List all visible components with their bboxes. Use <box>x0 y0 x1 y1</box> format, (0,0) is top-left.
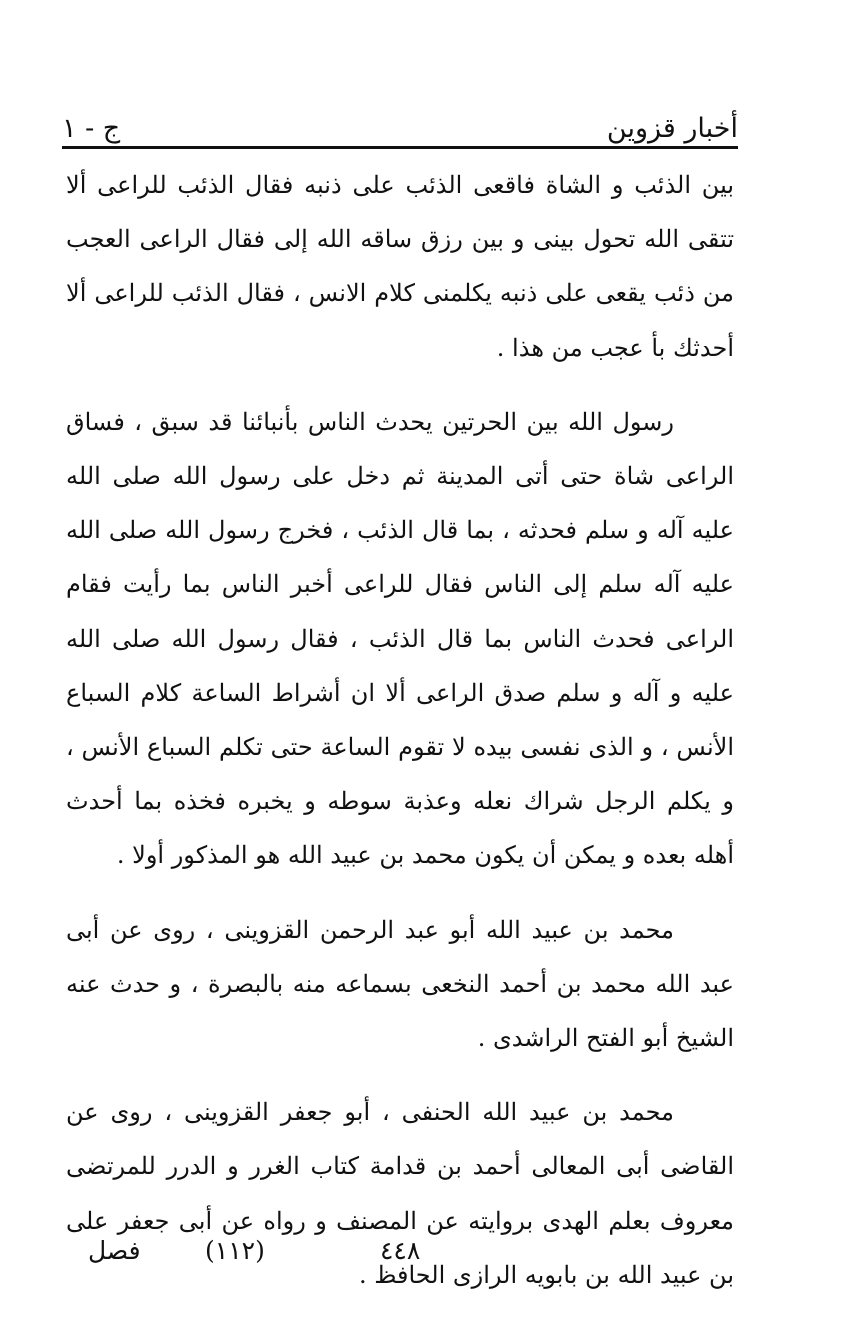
header-rule <box>62 146 738 149</box>
running-header <box>62 98 738 142</box>
paragraph-2: رسول الله بين الحرتين يحدث الناس بأنبائنا قد سبق ، فساق الراعى شاة حتى أتى المدينة ثم دخل على رسول الله صلى الله عليه آله و سلم فحدثه ، بما قال الذئب ، فخرج رسول الله صلى الله عليه آله سلم إلى الناس فقال للراعى أخبر الناس بما رأيت فقام الراعى فحدث الناس بما قال الذئب ، فقال رسول الله صلى الله عليه و آله و سلم صدق الراعى ألا ان أشراط الساعة كلام السباع الأنس ، و الذى نفسى بيده لا تقوم الساعة حتى تكلم السباع الأنس ، و يكلم الرجل شراك نعله وعذبة سوطه و يخبره فخذه بما أحدث أهله بعده و يمكن أن يكون محمد بن عبيد الله هو المذكور أولا . <box>66 407 735 870</box>
volume-number: ج - ١ <box>62 113 121 144</box>
page-number: ٤٤٨ <box>380 1236 421 1265</box>
book-title: أخبار قزوين <box>606 113 738 144</box>
page-footer <box>0 1238 867 1278</box>
section-label: فصل <box>88 1236 141 1265</box>
paragraph-4: محمد بن عبيد الله الحنفى ، أبو جعفر القزوينى ، روى عن القاضى أبى المعالى أحمد بن قدامة كتاب الغرر و الدرر للمرتضى معروف بعلم الهدى بروايته عن المصنف و رواه عن أبى جعفر على بن عبيد الله بن بابويه الرازى الحافظ . <box>66 1098 734 1289</box>
page-body <box>66 158 734 1302</box>
print-signature-number: (١١٢) <box>205 1236 265 1265</box>
paragraph-3: محمد بن عبيد الله أبو عبد الرحمن القزوينى ، روى عن أبى عبد الله محمد بن أحمد النخعى بسماعه منه بالبصرة ، و حدث عنه الشيخ أبو الفتح الراشدى . <box>66 915 734 1053</box>
paragraph-1: بين الذئب و الشاة فاقعى الذئب على ذنبه فقال الذئب للراعى ألا تتقى الله تحول بينى و بين رزق ساقه الله إلى فقال الراعى العجب من ذئب يقعى على ذنبه يكلمنى كلام الانس ، فقال الذئب للراعى ألا أحدثك بأ عجب من هذا . <box>66 171 734 362</box>
